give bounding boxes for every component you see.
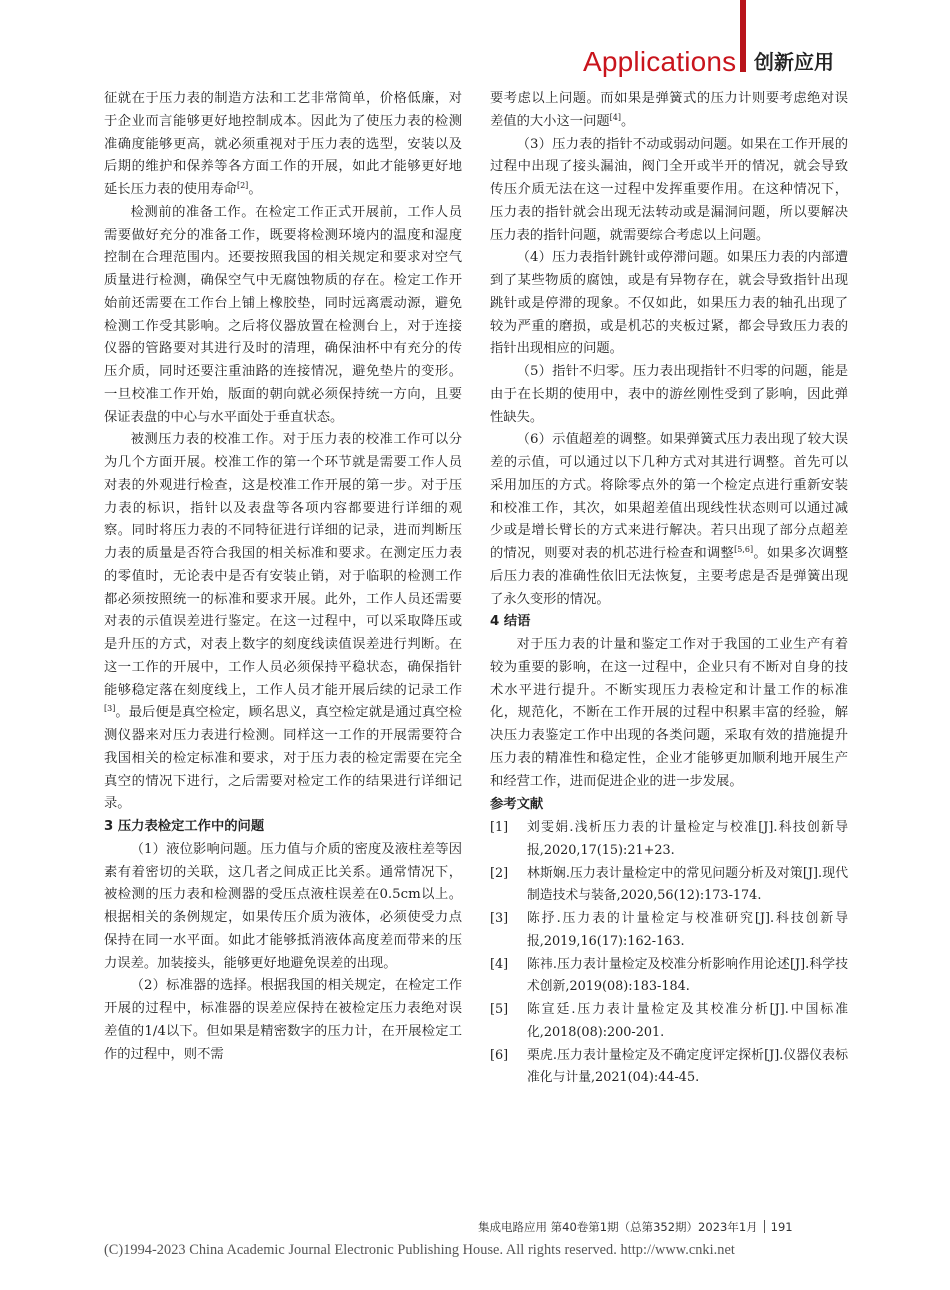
reference-text: 林斯娴.压力表计量检定中的常见问题分析及对策[J].现代制造技术与装备,2020,56(12):173-174. [527, 865, 848, 904]
section-heading-4: 4 结语 [490, 614, 531, 630]
footer-divider [764, 1220, 765, 1233]
reference-item [490, 999, 848, 1045]
paragraph: （6）示值超差的调整。如果弹簧式压力表出现了较大误差的示值，可以通过以下几种方式对其进行调整。首先可以采用加压的方式。将除零点外的第一个检定点进行重新安装和校准工作，其次，如果超差值出现线性状态则可以通过减少或是增长臂长的方式来进行解决。若只出现了部分点超差的情况，则要对表的机芯进行检查和调整[5,6]。如果多次调整后压力表的准确性依旧无法恢复，主要考虑是否是弹簧出现了永久变形的情况。 [490, 432, 849, 607]
paragraph: 被测压力表的校准工作。对于压力表的校准工作可以分为几个方面开展。校准工作的第一个环节就是需要工作人员对表的外观进行检查，这是校准工作开展的第一步。对于压力表的标识，指针以及表盘等各项内容都要进行详细的观察。同时将压力表的不同特征进行详细的记录，进而判断压力表的质量是否符合我国的相关标准和要求。在测定压力表的零值时，无论表中是否有安装止销，对于临职的检测工作都必须按照统一的标准和要求开展。此外，工作人员还需要对表的示值误差进行鉴定。在这一过程中，可以采取降压或是升压的方式，对表上数字的刻度线读值误差进行判断。在这一工作的开展中，工作人员必须保持平稳状态，确保指针能够稳定落在刻度线上，工作人员才能开展后续的记录工作[3]。最后便是真空检定，顾名思义，真空检定就是通过真空检测仪器来对压力表进行检测。同样这一工作的开展需要符合我国相关的检定标准和要求，对于压力表的检定需要在完全真空的情况下进行，之后需要对检定工作的结果进行详细记录。 [104, 432, 462, 812]
reference-item [490, 954, 848, 1000]
header-accent-bar [740, 0, 746, 72]
reference-text: 陈宣廷.压力表计量检定及其校准分析[J].中国标准化,2018(08):200-201. [527, 1002, 848, 1040]
reference-number: [3] [490, 911, 509, 926]
paragraph: （5）指针不归零。压力表出现指针不归零的问题，能是由于在长期的使用中，表中的游丝刚性受到了影响，因此弹性缺失。 [490, 364, 848, 425]
right-column [490, 88, 848, 1090]
reference-text: 陈抒.压力表的计量检定与校准研究[J].科技创新导报,2019,16(17):162-163. [527, 911, 848, 949]
references-heading: 参考文献 [490, 797, 544, 813]
reference-item [490, 1045, 848, 1091]
section-title-en: Applications [583, 46, 737, 77]
paragraph: 征就在于压力表的制造方法和工艺非常简单，价格低廉，对于企业而言能够更好地控制成本。因此为了使压力表的检测准确度能够更高，就必须重视对于压力表的选型，安装以及后期的维护和保养等各方面工作的开展，如此才能够更好地延长压力表的使用寿命[2]。 [104, 91, 462, 197]
journal-name: 集成电路应用 [478, 1220, 547, 1234]
paragraph: 要考虑以上问题。而如果是弹簧式的压力计则要考虑绝对误差值的大小这一问题[4]。 [490, 91, 848, 129]
reference-item [490, 908, 848, 954]
reference-item [490, 863, 848, 909]
page-number: 191 [770, 1220, 793, 1234]
section-heading-3: 3 压力表检定工作中的问题 [104, 819, 265, 834]
reference-number: [6] [490, 1047, 509, 1063]
paragraph: （2）标准器的选择。根据我国的相关规定，在检定工作开展的过程中，标准器的误差应保持在被检定压力表绝对误差值的1/4以下。但如果是精密数字的压力计，在开展检定工作的过程中，则不需 [104, 978, 462, 1062]
reference-number: [2] [490, 865, 509, 881]
reference-item [490, 817, 848, 863]
paragraph: 对于压力表的计量和鉴定工作对于我国的工业生产有着较为重要的影响，在这一过程中，企业只有不断对自身的技术水平进行提升。不断实现压力表检定和计量工作的标准化，规范化，不断在工作开展的过程中积累丰富的经验，解决压力表鉴定工作中出现的各类问题，采取有效的措施提升压力表的精准性和稳定性，企业才能够更加顺利地开展生产和经营工作，进而促进企业的进一步发展。 [490, 637, 848, 789]
citation[interactable]: [2] [236, 181, 249, 190]
citation[interactable]: [5,6] [734, 545, 754, 554]
citation[interactable]: [4] [609, 112, 622, 122]
paragraph: 检测前的准备工作。在检定工作正式开展前，工作人员需要做好充分的准备工作，既要将检测环境内的温度和湿度控制在合理范围内。还要按照我国的相关规定和要求对空气质量进行检测，确保空气中无腐蚀物质的存在。检定工作开始前还需要在工作台上铺上橡胶垫，同时远离震动源，避免检测工作受其影响。之后将仪器放置在检测台上，对于连接仪器的管路要对其进行及时的清理，确保油杯中有充分的传压介质，同时还要注重油路的连接情况，避免垫片的变形。一旦校准工作开始，版面的朝向就必须保持统一方向，且要保证表盘的中心与水平面处于垂直状态。 [104, 204, 462, 425]
reference-text: 栗虎.压力表计量检定及不确定度评定探析[J].仪器仪表标准化与计量,2021(04):44-45. [527, 1047, 848, 1086]
citation[interactable]: [3] [104, 704, 116, 714]
paragraph: （4）压力表指针跳针或停滞问题。如果压力表的内部遭到了某些物质的腐蚀，或是有异物存在，就会导致指针出现跳针或是停滞的现象。不仅如此，如果压力表的轴孔出现了较为严重的磨损，或是机芯的夹板过紧，都会导致压力表的指针出现相应的问题。 [490, 250, 848, 357]
left-column [104, 88, 462, 1066]
reference-text: 刘雯娟.浅析压力表的计量检定与校准[J].科技创新导报,2020,17(15):21+23. [527, 820, 848, 858]
page-footer [478, 1219, 793, 1235]
reference-number: [4] [490, 956, 509, 972]
reference-text: 陈祎.压力表计量检定及校准分析影响作用论述[J].科学技术创新,2019(08):183-184. [527, 956, 848, 995]
reference-list [490, 817, 848, 1090]
issue-info: 第40卷第1期（总第352期）2023年1月 [550, 1220, 758, 1234]
paragraph: （3）压力表的指针不动或弱动问题。如果在工作开展的过程中出现了接头漏油，阀门全开或半开的情况，就会导致传压介质无法在这一过程中发挥重要作用。在这种情况下，压力表的指针就会出现无法转动或是漏洞问题，所以要解决压力表的指针问题，就需要综合考虑以上问题。 [490, 136, 848, 243]
reference-number: [1] [490, 820, 509, 835]
paragraph: （1）液位影响问题。压力值与介质的密度及液柱差等因素有着密切的关联，这几者之间成正比关系。通常情况下，被检测的压力表和检测器的受压点液柱误差在0.5cm以上。根据相关的条例规定，如果传压介质为液体，必须使受力点保持在同一水平面。如此才能够抵消液体高度差而带来的压力误差。加装接头，能够更好地避免误差的出现。 [104, 841, 462, 971]
reference-number: [5] [490, 1002, 509, 1017]
section-title-zh: 创新应用 [754, 50, 834, 74]
copyright-notice: (C)1994-2023 China Academic Journal Electronic Publishing House. All rights reserved. http://www.cnki.net [104, 1242, 735, 1258]
